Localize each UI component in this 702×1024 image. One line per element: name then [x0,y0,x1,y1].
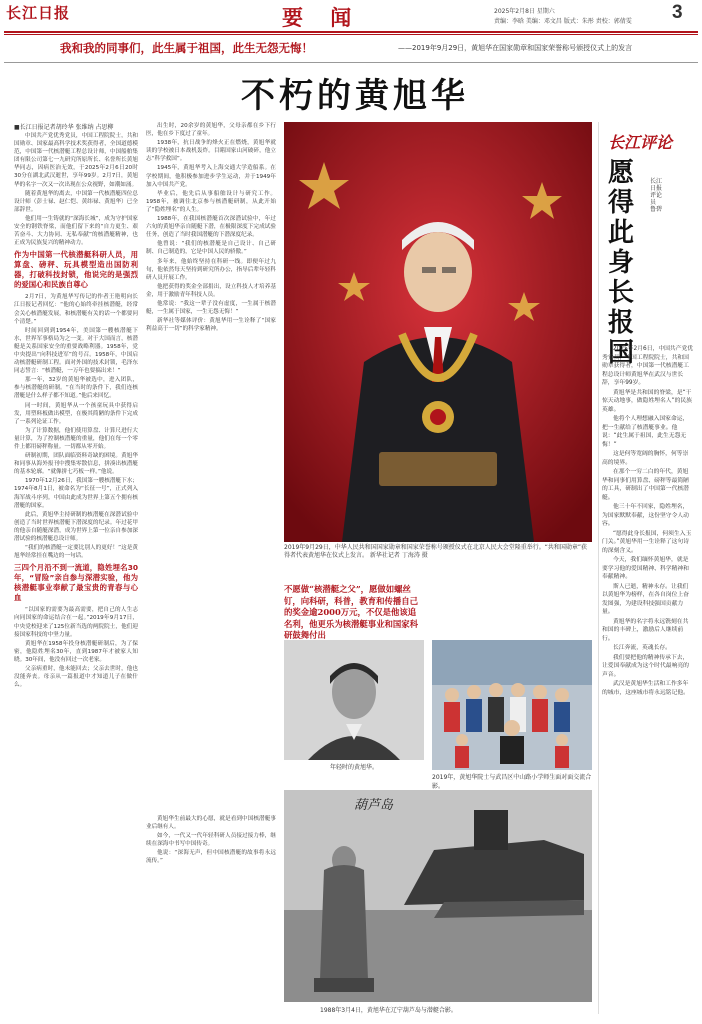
paragraph: 他们用一生铸就的“深海长城”，成为守护国家安全的钢铁脊梁，而他们留下来的“自力更生、艰苦奋斗、大力协同、无私奉献”的核潜艇精神，也正成为民族复兴的精神动力。 [14,215,138,247]
paragraph: “以国家的需要为最高需要，把自己的人生志向同国家的命运结合在一起。”2019年9月17日，中央党校迎来了125位新当选的两院院士，他们迎接国家科技的中坚力量。 [14,607,138,638]
submarine-photo-image [284,790,592,1002]
submarine-photo-caption: 1988年3月4日，黄旭华在辽宁葫芦岛与潜艇合影。 [320,1007,457,1014]
headline: 不朽的黄旭华 [241,76,469,116]
subheading-1: 作为中国第一代核潜艇科研人员，用算盘、磅秤、玩具模型造出国防利器，打破科技封锁，他说完的是强烈的爱国心和民族自尊心 [14,250,138,290]
page-number: 3 [672,2,683,23]
col1-paras [14,132,138,247]
paragraph: “愿得此身长报国，何须生入玉门关。”黄旭华用一生诠释了这句诗的深刻含义。 [602,530,692,554]
editorial-paras [602,345,694,697]
paragraph: 黄旭华的名字将永远镌刻在共和国的丰碑上，激励后人继续前行。 [602,618,689,642]
paragraph: 斯人已逝，精神永存。让我们以黄旭华为榜样，在各自岗位上奋发图强，为建设科技强国贡献力量。 [602,583,689,615]
paragraph: “我们的核潜艇一定要比别人的更好！”这是黄旭华经常挂在嘴边的一句话。 [14,545,138,560]
paragraph: 1938年，抗日战争的烽火正在燃烧，黄旭华就读的学校被日本战机轰炸。目睹国家山河破碎，他立志“科学救国”。 [146,140,276,163]
editorial-logo: 长江评论 [608,133,673,152]
masthead-logo: 长江日报 [6,4,71,22]
col2b-paras [146,815,276,866]
paragraph: 1970年12月26日，我国第一艘核潜艇下水；1974年8月1日，被命名为“长征一号”，正式列入海军战斗序列。中国由此成为世界上第五个拥有核潜艇的国家。 [14,478,138,509]
header-divider-thin [4,34,698,35]
main-photo-medal-ceremony [284,122,592,542]
handwritten-inscription: 葫芦岛 [354,798,394,813]
editorial-author: 长江日报评论员 鲁碧 [650,178,663,213]
paragraph: 黄旭华是共和国的脊梁，是“干惊天动地事，做隐姓埋名人”的民族英雄。 [602,389,692,413]
young-portrait-image [284,640,424,760]
paragraph: 此后，黄旭华主持研制的核潜艇在深潜试验中创造了当时世界核潜艇下潜深度的纪录。年过花甲的他亲自随艇深潜，成为世界上第一位亲自参加深潜试验的核潜艇总设计师。 [14,511,138,543]
paragraph: 2月7日，为黄旭华写传记的作者王艳明向长江日报记者回忆：“他的心始终牵挂核潜艇，经常会关心核潜艇发展，和核潜艇有关的话一个都要问个清楚。” [14,294,138,325]
paragraph: 多年来，他始终坚持在科研一线。即便年过九旬，他依然每天坚持到研究所办公，指导后辈年轻科研人员开展工作。 [146,258,276,281]
paragraph: 出生时，20余岁的黄旭华，父母亲都在乡下行医，他在乡下度过了童年。 [146,123,276,138]
paragraph: 时间回到到1954年，美国第一艘核潜艇下水，世界军事格局为之一变。对于大国而言，核潜艇是关系国家安全的重要战略利器。1958年，党中央提出“向科技进军”的号召。1958年，中国启动核潜艇研制工程。面对外国的技术封锁，毛泽东同志誓言：“核潜艇，一万年也要搞出来！” [14,327,138,375]
col1-paras-2 [14,293,138,560]
paragraph: 同一时间，黄旭华从一个孩童玩具中获得启发，用塑料板做出模型，在极其简陋的条件下完成了一系列论证工作。 [14,402,138,425]
issue-date: 2025年2月8日 星期六 [494,8,555,15]
paragraph: 武汉是黄旭华生活和工作多年的城市，这座城市将永远铭记他。 [602,681,689,696]
editor-credits: 责编：李晗 美编：邓文昌 版式：朱彤 责校：郭倩雯 [494,18,632,25]
byline: ■长江日报记者胡玲华 张维纳 占思柳 [14,124,114,131]
paragraph: 新华社等媒体评价：黄旭华用一生诠释了“国家利益高于一切”的科学家精神。 [146,318,276,333]
paragraph: 1945年，黄旭华考入上海交通大学造船系。在学校期间，他积极参加进步学生运动，并于1949年加入中国共产党。 [146,165,276,188]
paragraph: 为了计算数据，他们使用算盘、计算尺进行大量计算，为了控制核潜艇的重量，他们在每一个零件上都用磅秤称量。一切都从零开始。 [14,427,138,450]
paragraph: 如今，一代又一代年轻科研人员接过接力棒，继续在深海中书写中国传奇。 [146,833,276,848]
young-portrait-photo [284,640,424,760]
paragraph: 随着黄旭华的离去，中国第一代核潜艇四位总设计师（彭士禄、赵仁恺、黄纬禄、黄旭华）已全部辞世。 [14,190,138,213]
main-photo-image [284,122,592,542]
col2-paras [146,122,276,333]
group-photo-students [432,640,592,770]
paragraph: 他常说：“我这一辈子没有虚度，一生属于核潜艇，一生属于国家，一生无怨无悔！” [146,300,276,316]
paragraph: 他将个人理想融入国家命运，把一生献给了核潜艇事业。他说：“此生属于祖国，此生无怨无悔！” [602,416,689,448]
banner-divider [4,62,698,63]
main-photo-caption: 2019年9月29日，中华人民共和国国家勋章和国家荣誉称号颁授仪式在北京人民大会堂隆重举行。“共和国勋章”获得者代表黄旭华在仪式上发言。 新华社记者 丁海涛 摄 [284,544,587,559]
paragraph: 1988年，在我国核潜艇首次深潜试验中，年过六旬的黄旭华亲自随艇下潜，在极限深度下完成试验任务，创造了当时我国潜艇的下潜深度纪录。 [146,216,276,239]
paragraph: 黄旭华生前最大的心愿，就是看到中国核潜艇事业后继有人。 [146,816,276,831]
group-photo-image [432,640,592,770]
submarine-photo [284,790,592,1002]
paragraph: 2025年2月6日，中国共产党优秀党员，中国工程院院士，共和国勋章获得者，中国第一代核潜艇工程总设计师黄旭华在武汉与世长辞，享年99岁。 [602,346,694,386]
paragraph: 他说：“深海无声，但中国核潜艇的故事将永远流传。” [146,850,276,865]
banner-caption: ——2019年9月29日，黄旭华在国家勋章和国家荣誉称号颁授仪式上的发言 [398,44,633,52]
paragraph: 父亲病重时，他未能回去；父亲去世时，他也没能奔丧。母亲从一篇报道中才知道儿子在做什么。 [14,665,138,689]
paragraph: 他三十年不回家，隐姓埋名，为国家默默奉献，这份坚守令人动容。 [602,504,689,527]
paragraph: 中国共产党优秀党员，中国工程院院士，共和国勋章、国家最高科学技术奖获得者，全国道德模范，中国第一代核潜艇工程总设计师，中国船舶集团有限公司第七一九研究所原所长、名誉所长黄旭华同志，因病医治无效，于2025年2月6日20时30分在湖北武汉逝世，享年99岁。2月7日，黄旭华的名字一次又一次出现在公众视野，如潮如涌。 [14,133,138,188]
paragraph: 长江奔流，英魂长存。 [613,645,671,651]
paragraph: 在那个一穷二白的年代，黄旭华和同事们用算盘、磅秤等最简陋的工具，研制出了中国第一代核潜艇。 [602,469,689,501]
article-column-2 [146,122,276,812]
young-photo-caption: 年轻时的黄旭华。 [329,764,378,771]
col1-paras-3 [14,606,138,689]
paragraph: 黄旭华在1958年投身核潜艇研制后，为了保密，他隐姓埋名30年，直到1987年才被家人知晓。30年间，他没有回过一次老家。 [14,640,138,663]
pull-quote-subheading: 不愿做“核潜艇之父”，愿做如螺丝钉，向科研，科普，教育和传播自己的奖金逾2000万元，不仅是他该追名利，他更乐为核潜艇事业和国家科研鼓舞付出 [284,584,418,640]
paragraph: 他曾说：“我们的核潜艇是自己设计、自己研制、自己制造的，它是中国人民的骄傲。” [146,241,276,256]
paragraph: 今天，我们缅怀黄旭华，就是要学习他的爱国精神、科学精神和奉献精神。 [602,557,689,580]
group-photo-caption: 2019年，黄旭华院士与武昌区中山路小学师生面对面交流合影。 [432,774,592,790]
article-column-2-bottom [146,815,276,1012]
paragraph: 他把获得的奖金全部捐出，设立科技人才培养基金，用于激励青年科技人员。 [146,283,276,298]
article-column-1 [14,132,138,1012]
header-divider [4,31,698,33]
paragraph: 那一年，32岁的黄旭华被选中，进入团队，参与核潜艇的研制。“在当时的条件下，我们连核潜艇是什么样子都不知道。”他后来回忆。 [14,377,138,400]
paragraph: 毕业后，他先后从事船舶设计与研究工作。1958年，被调往北京参与核潜艇研制，从此开始了“隐姓埋名”的人生。 [146,190,276,213]
subheading-2: 三四个月沿不到一流道，隐姓埋名30年，“冒险”亲自参与深潜实验，他为核潜艇事业奉献了最宝贵的青春与心血 [14,563,138,603]
editorial-title: 愿得此身长报国 [608,158,635,368]
editorial-body [602,345,694,1013]
section-title: 要 闻 [282,5,362,30]
paragraph: 这是何等宽阔的胸怀，何等崇高的境界。 [602,451,689,466]
paragraph: 我们要把他的精神传承下去，让爱国奉献成为这个时代最响亮的声音。 [602,654,689,678]
banner-quote: 我和我的同事们，此生属于祖国，此生无怨无悔！ [60,41,313,55]
paragraph: 研制初期，团队面临资料奇缺的困境。黄旭华和同事从海外报刊中搜集零散信息，拼凑出核潜艇的基本轮廓。“就像拼七巧板一样。”他说。 [14,453,138,476]
